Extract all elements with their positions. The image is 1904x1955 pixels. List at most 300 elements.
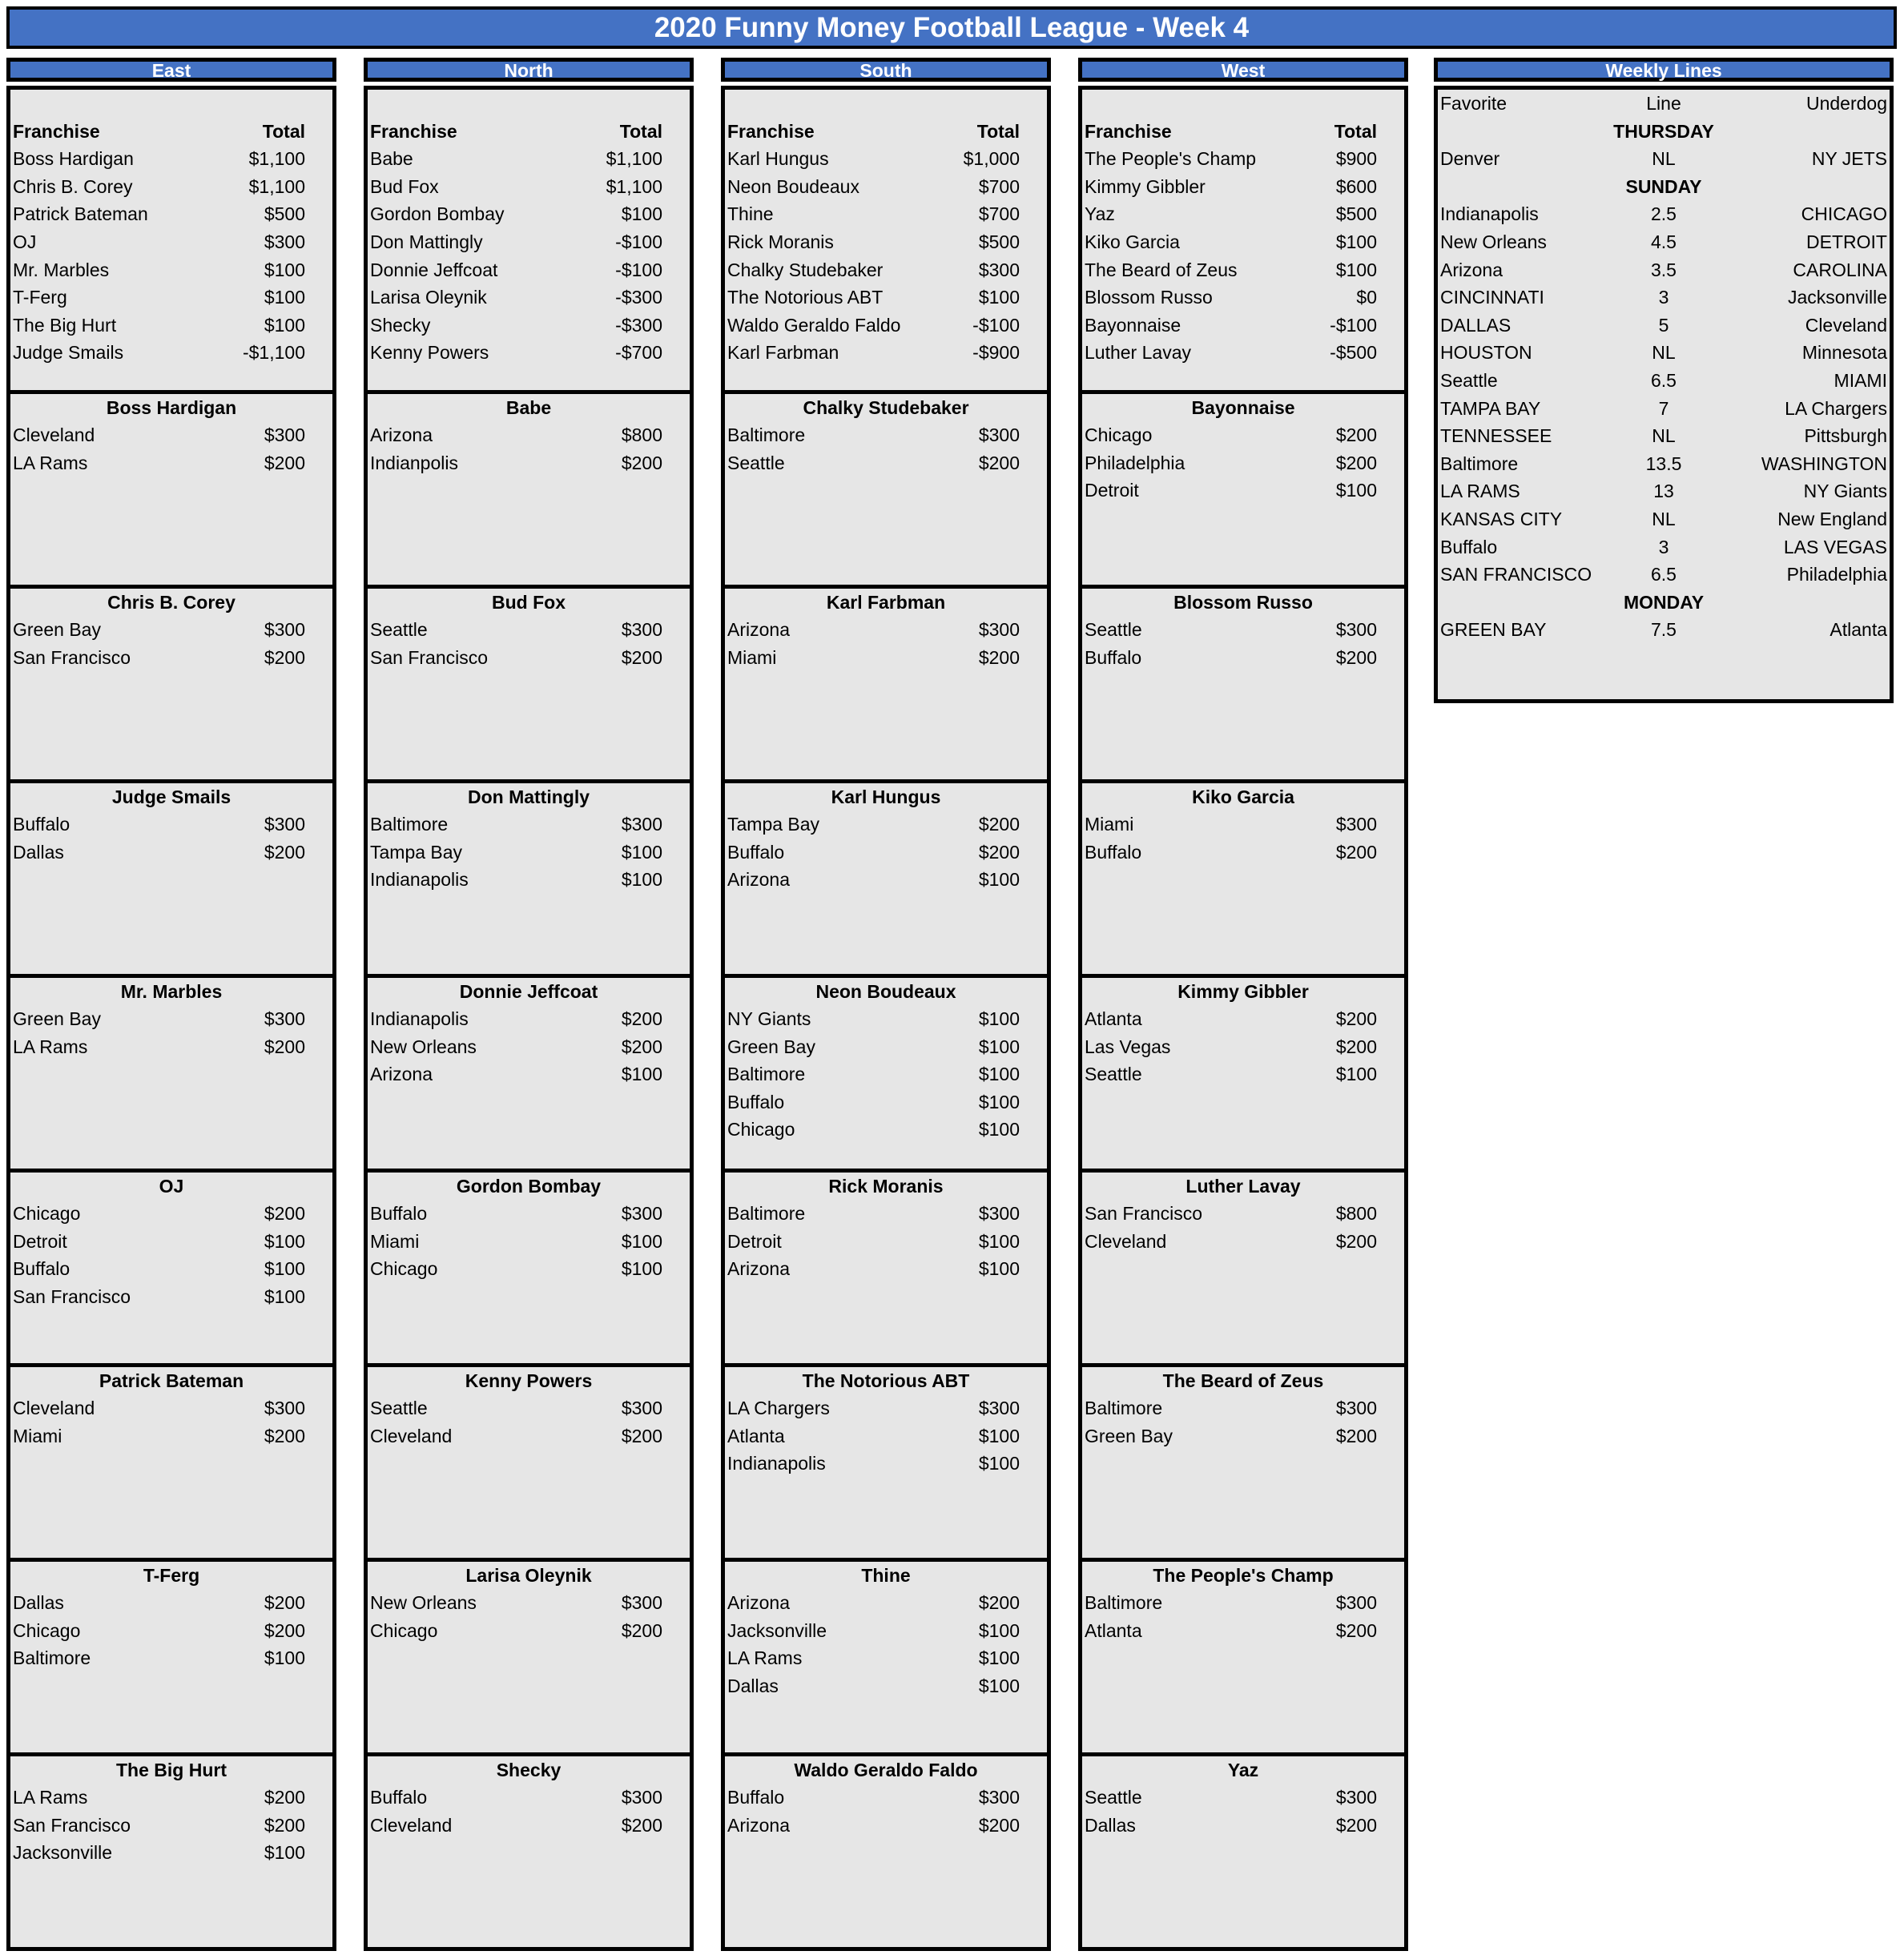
- team-picks-box: [6, 1752, 336, 1951]
- game-day-label: SUNDAY: [1625, 175, 1702, 197]
- pick-row: [10, 811, 332, 839]
- pick-team: San Francisco: [1085, 1203, 1203, 1224]
- standings-row: [725, 173, 1047, 201]
- team-picks-box: [6, 585, 336, 783]
- favorite-team: KANSAS CITY: [1440, 508, 1563, 529]
- spread-value: 13.5: [1645, 453, 1682, 474]
- pick-row: [10, 421, 332, 449]
- pick-team: Dallas: [13, 841, 64, 863]
- team-picks-box: [364, 779, 694, 978]
- team-owner-name: Shecky: [496, 1760, 562, 1780]
- pick-amount: $200: [264, 1787, 305, 1808]
- franchise-label: Franchise: [13, 120, 100, 142]
- pick-amount: $300: [621, 1203, 662, 1224]
- pick-team: Chicago: [370, 1619, 438, 1641]
- team-picks-box: [364, 390, 694, 589]
- franchise-name: Blossom Russo: [1085, 287, 1213, 308]
- team-owner-name: Yaz: [1227, 1760, 1259, 1780]
- underdog-team: MIAMI: [1834, 369, 1887, 391]
- team-owner-name: Chris B. Corey: [107, 592, 235, 613]
- pick-row: [725, 1033, 1047, 1061]
- total-label: Total: [262, 120, 305, 142]
- spread-value: 13: [1653, 481, 1674, 502]
- team-owner-name: The Big Hurt: [116, 1760, 227, 1780]
- pick-amount: $200: [621, 1425, 662, 1446]
- pick-row: [368, 839, 690, 867]
- pick-amount: $100: [264, 1285, 305, 1307]
- franchise-name: Luther Lavay: [1085, 342, 1191, 364]
- standings-row: [725, 284, 1047, 312]
- team-owner-name: Kiko Garcia: [1192, 786, 1294, 807]
- pick-row: [1082, 1784, 1404, 1812]
- weekly-lines-panel: [1434, 58, 1894, 703]
- pick-team: Buffalo: [13, 1258, 70, 1280]
- pick-row: [368, 811, 690, 839]
- pick-team: Indianapolis: [727, 1453, 826, 1474]
- team-owner-name: Karl Hungus: [831, 786, 941, 807]
- standings-row: [725, 200, 1047, 228]
- pick-team: Dallas: [727, 1675, 779, 1696]
- line-row: [1438, 145, 1890, 173]
- franchise-name: Babe: [370, 148, 413, 170]
- pick-amount: $200: [1335, 1230, 1377, 1252]
- pick-row: [725, 1589, 1047, 1617]
- pick-amount: $200: [1335, 1008, 1377, 1029]
- pick-amount: $300: [978, 1398, 1020, 1418]
- standings-row: [1082, 339, 1404, 367]
- franchise-name: Judge Smails: [13, 342, 124, 364]
- franchise-total: -$300: [615, 314, 662, 336]
- spread-value: 3: [1658, 536, 1669, 557]
- franchise-total: $0: [1356, 287, 1377, 308]
- pick-team: Atlanta: [1085, 1008, 1142, 1029]
- team-picks-box: [364, 1752, 694, 1951]
- pick-team: Seattle: [1085, 1787, 1142, 1808]
- pick-amount: $100: [978, 1008, 1020, 1029]
- team-picks-box: [6, 1558, 336, 1756]
- favorite-team: GREEN BAY: [1440, 619, 1547, 641]
- franchise-total: $500: [978, 231, 1020, 252]
- underdog-team: Pittsburgh: [1804, 425, 1887, 447]
- pick-amount: $300: [1335, 1592, 1377, 1613]
- franchise-total: $100: [264, 314, 305, 336]
- franchise-total: $500: [1335, 203, 1377, 225]
- pick-amount: $200: [621, 646, 662, 668]
- pick-row: [368, 1394, 690, 1422]
- standings-row: [10, 228, 332, 256]
- line-row: [1438, 284, 1890, 312]
- pick-amount: $200: [621, 1008, 662, 1029]
- pick-row: [368, 1200, 690, 1228]
- standings-row: [725, 339, 1047, 367]
- franchise-name: Boss Hardigan: [13, 148, 134, 170]
- spacer-row: [10, 90, 332, 118]
- pick-team: Atlanta: [727, 1425, 785, 1446]
- team-picks-box: [364, 1169, 694, 1367]
- pick-row: [725, 811, 1047, 839]
- division-header: East: [6, 58, 336, 82]
- franchise-name: Larisa Oleynik: [370, 287, 487, 308]
- pick-row: [10, 1200, 332, 1228]
- pick-team: Arizona: [727, 1592, 790, 1613]
- spread-value: 2.5: [1651, 203, 1677, 225]
- pick-team: Green Bay: [727, 1036, 815, 1057]
- pick-amount: $100: [621, 1230, 662, 1252]
- pick-amount: $100: [978, 1119, 1020, 1140]
- pick-amount: $300: [1335, 1398, 1377, 1418]
- pick-row: [368, 1255, 690, 1283]
- spacer-row: [725, 90, 1047, 118]
- standings-row: [368, 200, 690, 228]
- pick-team: Cleveland: [1085, 1230, 1167, 1252]
- franchise-name: Don Mattingly: [370, 231, 483, 252]
- pick-team: LA Rams: [13, 1036, 88, 1057]
- line-row: [1438, 312, 1890, 340]
- standings-header: [725, 118, 1047, 146]
- standings-row: [10, 312, 332, 340]
- underdog-team: Minnesota: [1801, 342, 1887, 364]
- pick-row: [1082, 616, 1404, 644]
- pick-row: [1082, 1394, 1404, 1422]
- franchise-total: $100: [264, 259, 305, 280]
- pick-team: Miami: [1085, 814, 1134, 835]
- pick-team: Miami: [727, 646, 777, 668]
- franchise-total: $100: [978, 287, 1020, 308]
- underdog-team: NY Giants: [1803, 481, 1887, 502]
- line-row: [1438, 616, 1890, 644]
- franchise-total: -$900: [972, 342, 1020, 364]
- team-picks-box: [1078, 1363, 1408, 1562]
- franchise-name: The People's Champ: [1085, 148, 1257, 170]
- line-row: [1438, 533, 1890, 561]
- pick-row: [10, 1812, 332, 1840]
- franchise-name: Karl Farbman: [727, 342, 839, 364]
- pick-row: [725, 449, 1047, 477]
- total-label: Total: [976, 120, 1020, 142]
- franchise-name: Bud Fox: [370, 175, 439, 197]
- pick-amount: $300: [264, 1008, 305, 1029]
- standings-header: [1082, 118, 1404, 146]
- pick-team: Tampa Bay: [727, 814, 820, 835]
- pick-amount: $100: [978, 1258, 1020, 1280]
- pick-team: Arizona: [727, 1258, 790, 1280]
- pick-row: [1082, 1033, 1404, 1061]
- pick-amount: $100: [264, 1258, 305, 1280]
- pick-team: Buffalo: [13, 814, 70, 835]
- pick-amount: $100: [1335, 1064, 1377, 1085]
- pick-amount: $800: [1335, 1203, 1377, 1224]
- pick-row: [1082, 449, 1404, 477]
- franchise-total: $900: [1335, 148, 1377, 170]
- pick-row: [10, 1228, 332, 1256]
- franchise-name: Chalky Studebaker: [727, 259, 884, 280]
- franchise-label: Franchise: [370, 120, 457, 142]
- pick-amount: $100: [621, 841, 662, 863]
- favorite-team: SAN FRANCISCO: [1440, 564, 1592, 585]
- pick-team: New Orleans: [370, 1036, 477, 1057]
- line-row: [1438, 395, 1890, 423]
- team-owner-name: The Notorious ABT: [802, 1370, 970, 1391]
- standings-header: [10, 118, 332, 146]
- franchise-label: Franchise: [1085, 120, 1172, 142]
- pick-team: Buffalo: [370, 1203, 428, 1224]
- pick-team: Arizona: [727, 619, 790, 640]
- pick-row: [10, 1589, 332, 1617]
- pick-row: [10, 1033, 332, 1061]
- pick-team: Dallas: [1085, 1814, 1136, 1836]
- spread-value: NL: [1652, 148, 1676, 170]
- franchise-name: Yaz: [1085, 203, 1115, 225]
- team-picks-box: [364, 1558, 694, 1756]
- pick-row: [725, 1060, 1047, 1088]
- franchise-total: -$300: [615, 287, 662, 308]
- favorite-team: Baltimore: [1440, 453, 1519, 474]
- team-owner-name: Karl Farbman: [826, 592, 946, 613]
- pick-row: [1082, 811, 1404, 839]
- pick-amount: $200: [1335, 1425, 1377, 1446]
- standings-table: [721, 86, 1051, 394]
- pick-team: NY Giants: [727, 1008, 811, 1029]
- franchise-total: -$100: [1330, 314, 1377, 336]
- pick-row: [725, 1255, 1047, 1283]
- pick-team: Dallas: [13, 1592, 64, 1613]
- underdog-team: LA Chargers: [1785, 397, 1887, 419]
- pick-row: [1082, 1228, 1404, 1256]
- franchise-name: The Notorious ABT: [727, 287, 884, 308]
- standings-row: [10, 256, 332, 284]
- line-row: [1438, 228, 1890, 256]
- pick-team: Arizona: [370, 424, 433, 445]
- team-owner-name: Babe: [505, 397, 552, 418]
- underdog-team: LAS VEGAS: [1783, 536, 1887, 557]
- spread-value: 5: [1658, 314, 1669, 336]
- pick-amount: $100: [621, 1258, 662, 1280]
- pick-amount: $200: [1335, 424, 1377, 445]
- team-picks-box: [721, 1169, 1051, 1367]
- pick-row: [1082, 839, 1404, 867]
- team-owner-name: The Beard of Zeus: [1162, 1370, 1324, 1391]
- pick-team: LA Rams: [13, 452, 88, 473]
- pick-team: Buffalo: [1085, 841, 1142, 863]
- standings-row: [1082, 200, 1404, 228]
- pick-row: [725, 1394, 1047, 1422]
- standings-row: [1082, 256, 1404, 284]
- team-picks-box: [1078, 1169, 1408, 1367]
- pick-row: [10, 1839, 332, 1867]
- franchise-total: -$100: [972, 314, 1020, 336]
- standings-table: [364, 86, 694, 394]
- pick-amount: $200: [1335, 1619, 1377, 1641]
- underdog-team: DETROIT: [1806, 231, 1887, 252]
- pick-row: [725, 644, 1047, 672]
- pick-amount: $200: [264, 1814, 305, 1836]
- franchise-total: $700: [978, 175, 1020, 197]
- pick-amount: $200: [978, 452, 1020, 473]
- pick-amount: $100: [264, 1647, 305, 1669]
- pick-row: [10, 1005, 332, 1033]
- weekly-lines-header: Weekly Lines: [1434, 58, 1894, 82]
- pick-team: Baltimore: [1085, 1592, 1163, 1613]
- favorite-team: Denver: [1440, 148, 1500, 170]
- pick-team: Miami: [370, 1230, 420, 1252]
- standings-row: [1082, 228, 1404, 256]
- pick-team: Seattle: [1085, 619, 1142, 640]
- franchise-total: $1,100: [606, 148, 662, 170]
- pick-amount: $300: [621, 619, 662, 640]
- pick-team: Indianapolis: [370, 869, 469, 891]
- game-day-label: MONDAY: [1623, 591, 1705, 613]
- standings-row: [725, 312, 1047, 340]
- pick-amount: $200: [264, 1592, 305, 1613]
- pick-amount: $100: [978, 1675, 1020, 1696]
- favorite-team: DALLAS: [1440, 314, 1512, 336]
- pick-row: [725, 1422, 1047, 1450]
- underdog-team: Atlanta: [1830, 619, 1887, 641]
- pick-row: [725, 1644, 1047, 1672]
- franchise-total: -$700: [615, 342, 662, 364]
- pick-team: Baltimore: [370, 814, 449, 835]
- pick-row: [368, 1617, 690, 1645]
- favorite-team: LA RAMS: [1440, 481, 1520, 502]
- pick-team: Baltimore: [13, 1647, 91, 1669]
- pick-team: Atlanta: [1085, 1619, 1142, 1641]
- team-owner-name: Neon Boudeaux: [815, 981, 956, 1002]
- spread-value: 6.5: [1651, 369, 1677, 391]
- team-owner-name: Bayonnaise: [1191, 397, 1295, 418]
- team-picks-box: [721, 779, 1051, 978]
- pick-row: [10, 644, 332, 672]
- pick-team: Cleveland: [370, 1425, 453, 1446]
- pick-amount: $200: [264, 452, 305, 473]
- team-picks-box: [721, 1363, 1051, 1562]
- standings-header: [368, 118, 690, 146]
- total-label: Total: [1334, 120, 1377, 142]
- team-picks-box: [6, 1363, 336, 1562]
- standings-row: [368, 312, 690, 340]
- team-picks-box: [721, 974, 1051, 1173]
- underdog-team: CHICAGO: [1801, 203, 1887, 225]
- franchise-total: $100: [264, 287, 305, 308]
- pick-row: [1082, 1060, 1404, 1088]
- underdog-team: Cleveland: [1805, 314, 1887, 336]
- pick-team: LA Rams: [727, 1647, 803, 1669]
- pick-team: Arizona: [370, 1064, 433, 1085]
- pick-row: [1082, 644, 1404, 672]
- pick-amount: $200: [264, 1425, 305, 1446]
- franchise-name: Kenny Powers: [370, 342, 489, 364]
- pick-team: Seattle: [370, 619, 428, 640]
- division-east: [6, 58, 336, 1945]
- pick-team: Chicago: [370, 1258, 438, 1280]
- pick-row: [1082, 1005, 1404, 1033]
- pick-team: Jacksonville: [13, 1842, 112, 1864]
- franchise-name: Shecky: [370, 314, 431, 336]
- pick-team: Baltimore: [727, 1203, 806, 1224]
- team-owner-name: Donnie Jeffcoat: [459, 981, 598, 1002]
- pick-team: Arizona: [727, 869, 790, 891]
- pick-amount: $300: [264, 1398, 305, 1418]
- standings-row: [368, 228, 690, 256]
- pick-amount: $300: [978, 1203, 1020, 1224]
- spread-value: 7.5: [1651, 619, 1677, 641]
- spread-value: NL: [1652, 342, 1676, 364]
- team-picks-box: [364, 1363, 694, 1562]
- line-row: [1438, 422, 1890, 450]
- line-row: [1438, 200, 1890, 228]
- pick-team: Chicago: [13, 1619, 81, 1641]
- pick-team: Seattle: [1085, 1064, 1142, 1085]
- underdog-team: New England: [1777, 508, 1887, 529]
- franchise-total: $300: [264, 231, 305, 252]
- pick-row: [1082, 1812, 1404, 1840]
- division-header: South: [721, 58, 1051, 82]
- team-picks-box: [721, 1558, 1051, 1756]
- franchise-name: The Big Hurt: [13, 314, 117, 336]
- line-label: Line: [1646, 93, 1681, 114]
- spread-value: 4.5: [1651, 231, 1677, 252]
- pick-row: [725, 1200, 1047, 1228]
- favorite-team: New Orleans: [1440, 231, 1547, 252]
- franchise-total: $100: [1335, 231, 1377, 252]
- pick-team: Baltimore: [1085, 1398, 1163, 1418]
- pick-amount: $300: [264, 814, 305, 835]
- team-picks-box: [721, 585, 1051, 783]
- pick-row: [368, 866, 690, 894]
- pick-row: [368, 1005, 690, 1033]
- pick-team: Cleveland: [13, 1398, 95, 1418]
- spacer-row: [1082, 90, 1404, 118]
- pick-team: Cleveland: [370, 1814, 453, 1836]
- pick-row: [10, 1422, 332, 1450]
- team-owner-name: Don Mattingly: [467, 786, 590, 807]
- pick-row: [725, 1116, 1047, 1144]
- pick-row: [1082, 1200, 1404, 1228]
- pick-row: [368, 1033, 690, 1061]
- standings-row: [10, 339, 332, 367]
- team-owner-name: Luther Lavay: [1185, 1176, 1301, 1197]
- franchise-total: $100: [621, 203, 662, 225]
- standings-row: [368, 284, 690, 312]
- pick-amount: $300: [1335, 619, 1377, 640]
- franchise-total: $1,100: [248, 148, 305, 170]
- team-owner-name: Bud Fox: [492, 592, 566, 613]
- pick-amount: $100: [978, 1453, 1020, 1474]
- pick-amount: $300: [978, 619, 1020, 640]
- franchise-name: Chris B. Corey: [13, 175, 133, 197]
- pick-row: [368, 1422, 690, 1450]
- pick-team: San Francisco: [13, 1285, 131, 1307]
- pick-row: [1082, 421, 1404, 449]
- standings-row: [10, 173, 332, 201]
- pick-team: Arizona: [727, 1814, 790, 1836]
- pick-team: Tampa Bay: [370, 841, 463, 863]
- standings-row: [368, 173, 690, 201]
- pick-team: Las Vegas: [1085, 1036, 1171, 1057]
- pick-row: [725, 1672, 1047, 1700]
- total-label: Total: [619, 120, 662, 142]
- pick-amount: $100: [978, 1647, 1020, 1669]
- underdog-team: NY JETS: [1811, 148, 1887, 170]
- franchise-total: $1,000: [963, 148, 1020, 170]
- pick-amount: $200: [978, 646, 1020, 668]
- pick-amount: $200: [264, 1619, 305, 1641]
- standings-row: [725, 228, 1047, 256]
- team-owner-name: Patrick Bateman: [99, 1370, 244, 1391]
- spacer-row: [368, 90, 690, 118]
- pick-row: [10, 1644, 332, 1672]
- standings-table: [1078, 86, 1408, 394]
- franchise-total: $100: [1335, 259, 1377, 280]
